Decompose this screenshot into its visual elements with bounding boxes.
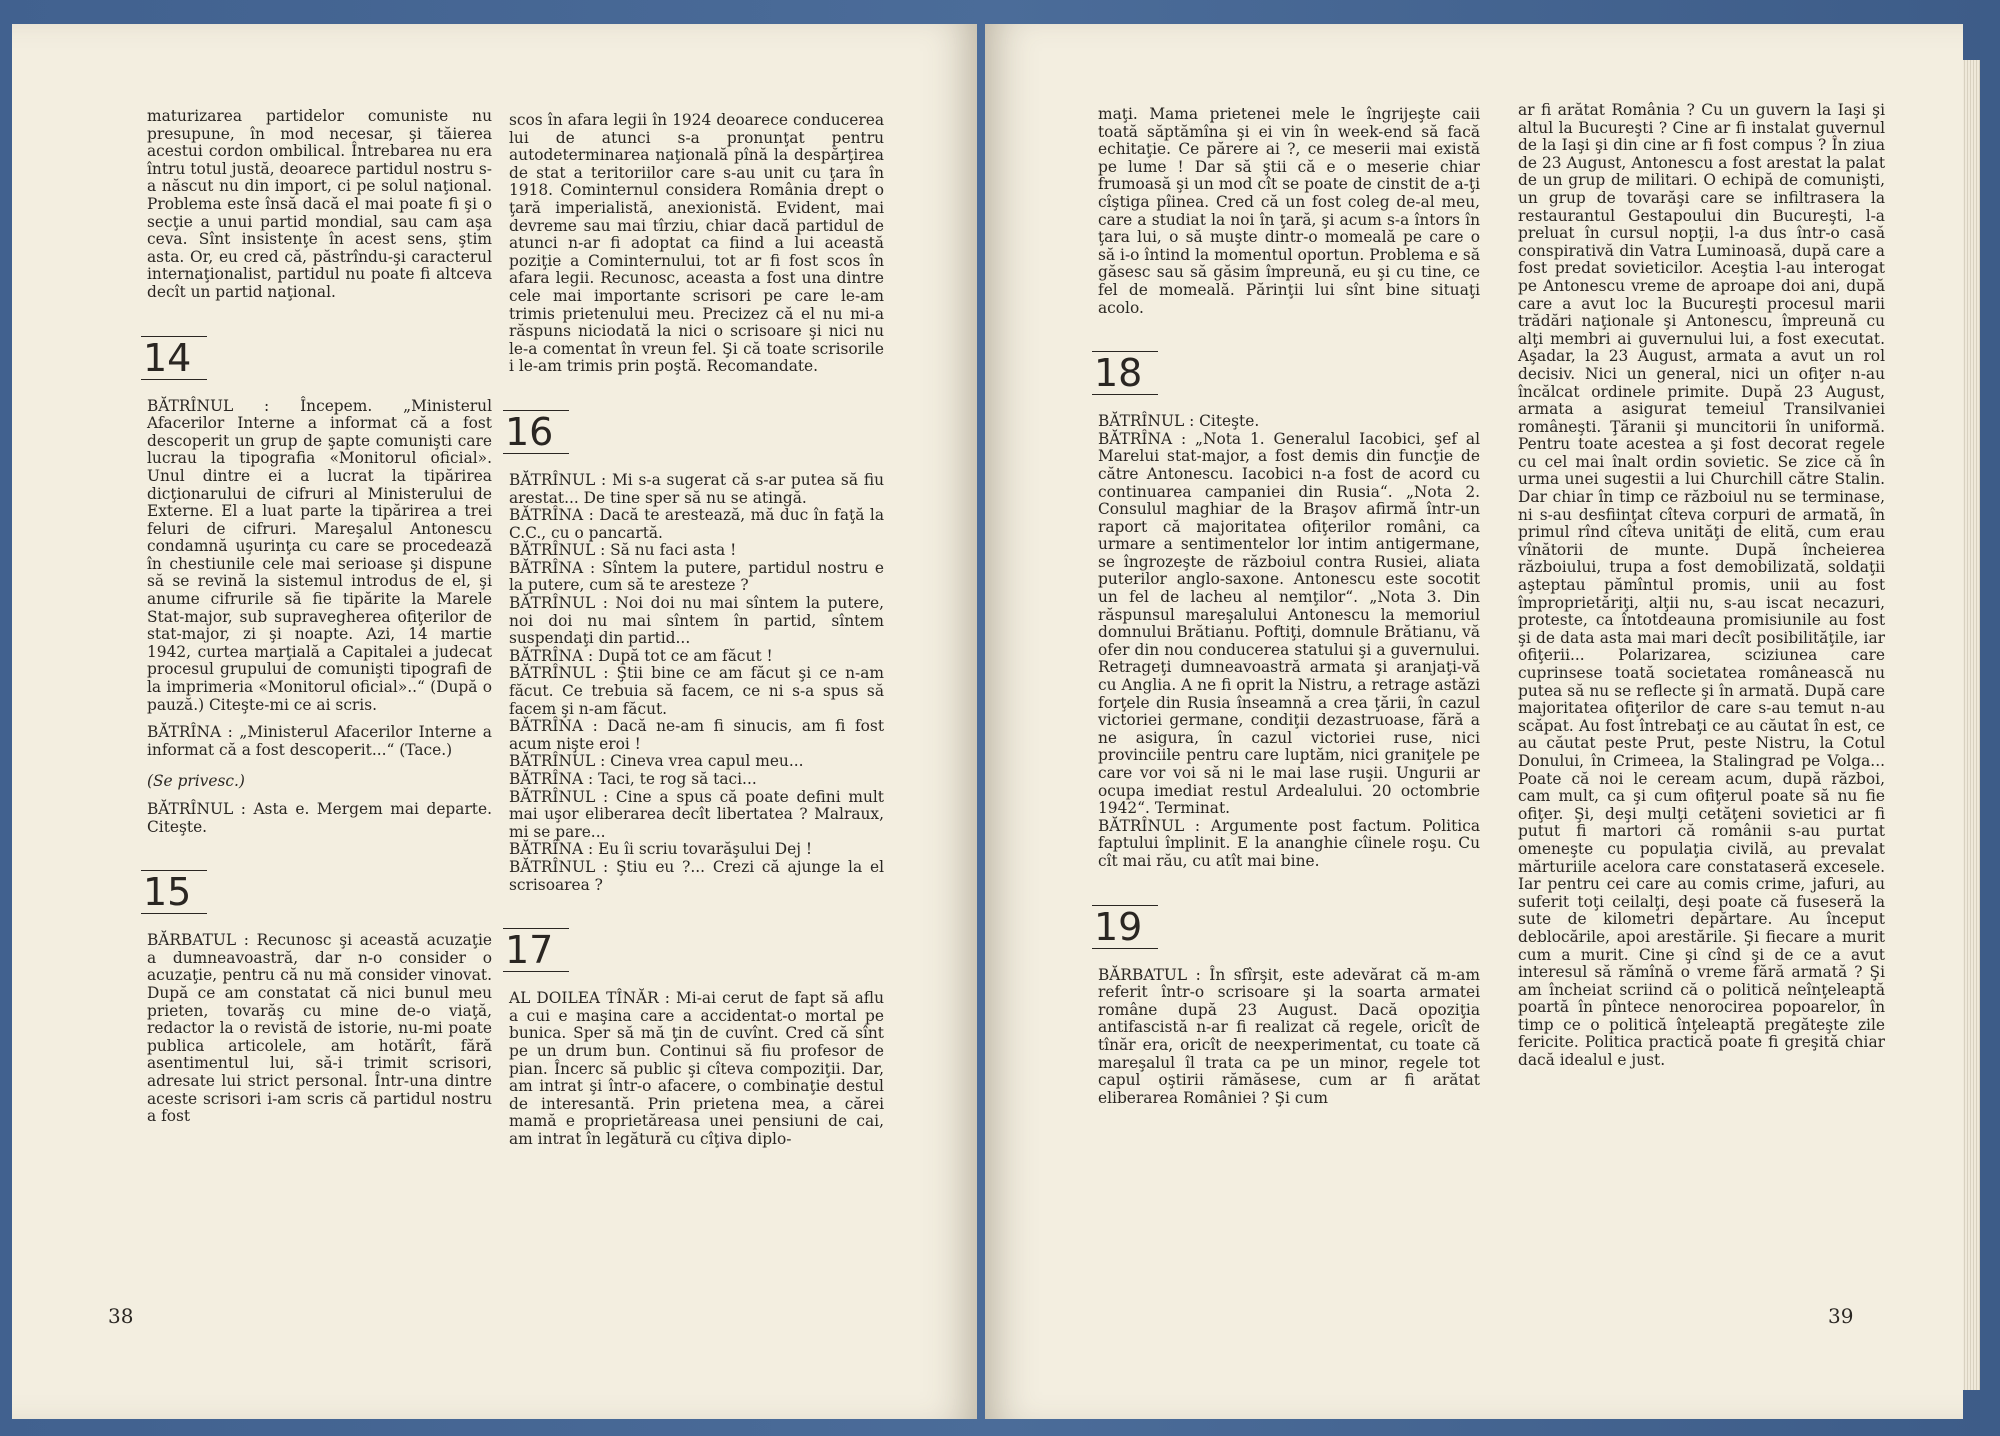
left-column-2 xyxy=(505,111,884,1159)
dialogue-line: BĂRBATUL : Recunosc şi această acuzaţie a dumneavoastră, dar n-o consider o acuzaţie, pentru că nu mă consider vinovat. După ce am constatat că nici bunul meu prieten, tovarăş cu mine de-o viaţă, redactor la o revistă de istorie, nu-mi poate publica articolele, am hotărît, fără asentimentul lui, să-i trimit scrisori, adresate lui strict personal. Într-una dintre aceste scrisori i-am scris că partidul nostru a fost xyxy=(147,931,492,1126)
left-page xyxy=(12,24,977,1419)
section-number: 19 xyxy=(1092,905,1158,949)
page-number-right: 39 xyxy=(1828,1304,1854,1328)
right-column-1 xyxy=(1094,105,1480,1117)
dialogue-line: BĂTRÎNUL : Începem. „Ministerul Afacerilor Interne a informat că a fost descoperit un grup de şapte comunişti care lucrau la tipografia «Monitorul oficial». Unul dintre ei a lucrat la tipărirea dicţionarului de cifruri al Ministerului de Externe. El a luat parte la tipărirea a trei feluri de cifruri. Mareşalul Antonescu condamnă uşurinţa cu care se procedează în chestiunile cele mai serioase şi dispune să se revină la sistemul introdus de el, şi anume cifrurile să fie tipărite la Marele Stat-major, sub supravegherea ofiţerilor de stat-major, zi şi noapte. Azi, 14 martie 1942, curtea marţială a Capitalei a judecat procesul grupului de comunişti tipografi de la imprimeria «Monitorul oficial»..“ (După o pauză.) Citeşte-mi ce ai scris. xyxy=(147,396,492,714)
dialogue-line: BĂTRÎNA : După tot ce am făcut ! xyxy=(509,646,773,665)
dialogue-line: BĂTRÎNA : Taci, te rog să taci... xyxy=(509,770,757,788)
dialogue-line: BĂTRÎNA : Sîntem la putere, partidul nostru e la putere, cum să te aresteze ? xyxy=(509,558,884,595)
dialogue-line: AL DOILEA TÎNĂR : Mi-ai cerut de fapt să aflu a cui e maşina care a accidentat-o mortal pe bunica. Sper să mă ţin de cuvînt. Cred că sînt pe un drum bun. Continui să fiu profesor de pian. Încerc să public şi cîteva compoziţii. Dar, am intrat şi într-o afacere, o combinaţie destul de interesantă. Prin prietena mea, a cărei mamă e proprietăreasa unei pensiuni de cai, am intrat în legătură cu cîţiva diplo- xyxy=(509,989,884,1148)
paragraph: scos în afara legii în 1924 deoarece conducerea lui de atunci s-a pronunţat pentru autodeterminarea naţională pînă la despărţirea de stat a teritoriilor care s-au unit cu ţara în 1918. Cominternul considera România drept o ţară imperialistă, anexionistă. Evident, mai devreme sau mai tîrziu, chiar dacă partidul de atunci n-ar fi adoptat ca fiind a lui această poziţie a Cominternului, tot ar fi fost scos în afara legii. Recunosc, aceasta a fost una dintre cele mai importante scrisori pe care le-am trimis prietenului meu. Precizez că el nu mi-a răspuns niciodată la nici o scrisoare şi nici nu le-a comentat în vreun fel. Şi că toate scrisorile i le-am trimis prin poştă. Recomandate. xyxy=(509,111,884,376)
dialogue-line: BĂTRÎNUL : Mi s-a sugerat că s-ar putea să fiu arestat... De tine sper să nu se atingă. xyxy=(509,470,884,507)
dialogue-line: BĂTRÎNA : Dacă ne-am fi sinucis, am fi fost acum nişte eroi ! xyxy=(509,717,884,753)
dialogue-line: BĂTRÎNUL : Argumente post factum. Politica faptului împlinit. E la ananghie cîinele roşu. Cu cît mai rău, cu atît mai bine. xyxy=(1098,816,1480,870)
dialogue-line: BĂTRÎNUL : Ştii bine ce am făcut şi ce n-am făcut. Ce trebuia să facem, ce ni s-a spus să facem şi n-am făcut. xyxy=(509,664,884,718)
dialogue-line: BĂTRÎNA : „Ministerul Afacerilor Interne a informat că a fost descoperit...“ (Tace.) xyxy=(147,723,492,759)
stage-direction: (Se privesc.) xyxy=(147,772,245,791)
section-number: 16 xyxy=(503,410,569,454)
dialogue-line: BĂRBATUL : În sfîrşit, este adevărat că m-am referit într-o scrisoare şi la soarta armatei române după 23 August. Dacă opoziţia antifascistă n-ar fi realizat că regele, oricît de tînăr era, oricît de neexperimentat, cu toate că mareşalul îl trata ca pe un minor, regele tot capul oştirii rămăsese, cum ar fi arătat eliberarea României ? Şi cum xyxy=(1098,965,1480,1107)
dialogue-line: BĂTRÎNA : Eu îi scriu tovarăşului Dej ! xyxy=(509,840,813,859)
left-column-1 xyxy=(143,107,492,1136)
right-page xyxy=(985,24,1963,1419)
dialogue-line: BĂTRÎNUL : Să nu faci asta ! xyxy=(509,541,737,560)
dialogue-line: BĂTRÎNA : „Nota 1. Generalul Iacobici, şef al Marelui stat-major, a fost demis din funcţie de către Antonescu. Iacobici n-a fost de acord cu continuarea campaniei din Rusia“. „Nota 2. Consulul maghiar de la Braşov afirmă într-un raport că majoritatea ofiţerilor români, ca urmare a sentimentelor lor intim antigermane, se îngrozeşte de războiul contra Rusiei, aliata puterilor anglo-saxone. Antonescu este socotit un fel de lacheu al nemţilor“. „Nota 3. Din răspunsul mareşalului Antonescu la memoriul domnului Brătianu. Poftiţi, domnule Brătianu, vă ofer din nou conducerea statului şi a guvernului. Retrageţi dumneavoastră armata şi aranjaţi-vă cu Anglia. A ne fi oprit la Nistru, a retrage astăzi forţele din Rusia înseamnă a crea ţării, în cazul victoriei germane, condiţii dezastruoase, fără a ne asigura, în cazul victoriei ruse, nici provinciile pentru care luptăm, nici graniţele pe care vor voi să ni le mai lase ruşii. Ungurii ar ocupa imediat restul Ardealului. 20 octombrie 1942“. Terminat. xyxy=(1098,429,1480,818)
right-column-2 xyxy=(1518,102,1885,1080)
page-number-left: 38 xyxy=(108,1304,134,1328)
paragraph: ar fi arătat România ? Cu un guvern la Iaşi şi altul la Bucureşti ? Cine ar fi instalat guvernul de la Iaşi şi din cine ar fi fost compus ? În ziua de 23 August, Antonescu a fost arestat la palat de un grup de militari. O echipă de comunişti, un grup de tovarăşi care se infiltrasera la restaurantul Gestapoului din Bucureşti, l-a preluat în cursul nopţii, l-a dus într-o casă conspirativă din Vatra Luminoasă, după care a fost predat sovieticilor. Aceştia l-au interogat pe Antonescu vreme de aproape doi ani, după care a avut loc la Bucureşti procesul marii trădări naţionale şi Antonescu, împreună cu alţi membri ai guvernului lui, a fost executat. Aşadar, la 23 August, armata a avut un rol decisiv. Nici un general, nici un ofiţer n-au încălcat ordinele primite. După 23 August, armata a asigurat temeiul Transilvaniei româneşti. Ţăranii şi muncitorii în uniformă. Pentru toate acestea a şi fost decorat regele cu cel mai înalt ordin sovietic. Se zice că în urma unei sugestii a lui Churchill către Stalin. Dar chiar în timp ce războiul nu se terminase, ni s-au desfiinţat cîteva corpuri de armată, în primul rînd cîteva unităţi de elită, cum erau vînătorii de munte. După încheierea războiului, trupa a fost demobilizată, soldaţii aşteptau pămîntul promis, unii au fost împroprietăriţi, alţii nu, s-au iscat necazuri, proteste, ca întotdeauna promisiunile au fost şi de data asta mai mari decît posibilităţile, iar ofiţerii... Polarizarea, sciziunea care cuprinsese toată societatea românească nu putea să nu se reflecte şi în armată. După care majoritatea ofiţerilor de care s-au temut n-au scăpat. Au fost întrebaţi ce au căutat în est, ce au căutat peste Prut, peste Nistru, la Cotul Donului, în Crimeea, la Stalingrad pe Volga... Poate că noi le ceream acum, după război, cam mult, ca şi cum ofiţerul poate să nu fie ofiţer. Şi, deşi mulţi cetăţeni sovietici ar fi putut fi martori că românii s-au purtat omeneşte cu populaţia civilă, au prevalat mărturiile acelora care constataseră excesele. Iar pentru cei care au comis crime, jafuri, au suferit toţi ceilalţi, deşi poate că fuseseră la sute de kilometri depărtare. Au început deblocările, apoi arestările. Şi fiecare a murit cum a murit. Cine şi cînd şi de ce a avut interesul să rămînă o vreme fără armată ? Şi am încheiat scriind că o politică neînţeleaptă poartă în pîntece nenorocirea popoarelor, în timp ce o politică înţeleaptă pregăteşte zile fericite. Politica practică poate fi greşită chiar dacă idealul e just. xyxy=(1518,101,1885,1070)
paragraph: maturizarea partidelor comuniste nu presupune, în mod necesar, şi tăierea acestui cordon ombilical. Întrebarea nu era întru totul justă, deoarece partidul nostru s-a născut nu din import, ci pe solul naţional. Problema este însă dacă el mai poate fi şi o secţie a unui partid mondial, sau cam aşa ceva. Sînt insistenţe în acest sens, ştim asta. Or, eu cred că, păstrîndu-şi caracterul internaţionalist, partidul nu poate fi altceva decît un partid naţional. xyxy=(147,107,492,301)
section-number: 17 xyxy=(503,928,569,972)
dialogue-line: BĂTRÎNUL : Citeşte. xyxy=(1098,412,1260,431)
dialogue-line: BĂTRÎNUL : Noi doi nu mai sîntem la putere, noi doi nu mai sîntem în partid, sîntem suspendaţi din partid... xyxy=(509,594,884,648)
section-number: 14 xyxy=(141,336,207,380)
section-number: 18 xyxy=(1092,351,1158,395)
paragraph: maţi. Mama prietenei mele le îngrijeşte caii toată săptămîna şi ei vin în week-end să facă echitaţie. Ce părere ai ?, ce meserii mai există pe lume ! Dar să ştii că e o meserie chiar frumoasă şi un mod cît se poate de cinstit de a-ţi cîştiga pîinea. Cred că un fost coleg de-al meu, care a studiat la noi în ţară, şi acum s-a întors în ţara lui, o să muşte dintr-o momeală pe care o să i-o întind la momentul oportun. Problema e să găsesc sau să găsim împreună, eu şi cu tine, ce fel de momeală. Părinţii lui sînt bine situaţi acolo. xyxy=(1098,105,1480,317)
dialogue-line: BĂTRÎNUL : Cineva vrea capul meu... xyxy=(509,752,804,771)
section-number: 15 xyxy=(141,870,207,914)
dialogue-line: BĂTRÎNUL : Cine a spus că poate defini mult mai uşor eliberarea decît libertatea ? Malraux, mi se pare... xyxy=(509,787,884,841)
dialogue-line: BĂTRÎNUL : Ştiu eu ?... Crezi că ajunge la el scrisoarea ? xyxy=(509,857,884,894)
dialogue-line: BĂTRÎNUL : Asta e. Mergem mai departe. Citeşte. xyxy=(147,800,492,836)
dialogue-line: BĂTRÎNA : Dacă te arestează, mă duc în faţă la C.C., cu o pancartă. xyxy=(509,506,884,542)
